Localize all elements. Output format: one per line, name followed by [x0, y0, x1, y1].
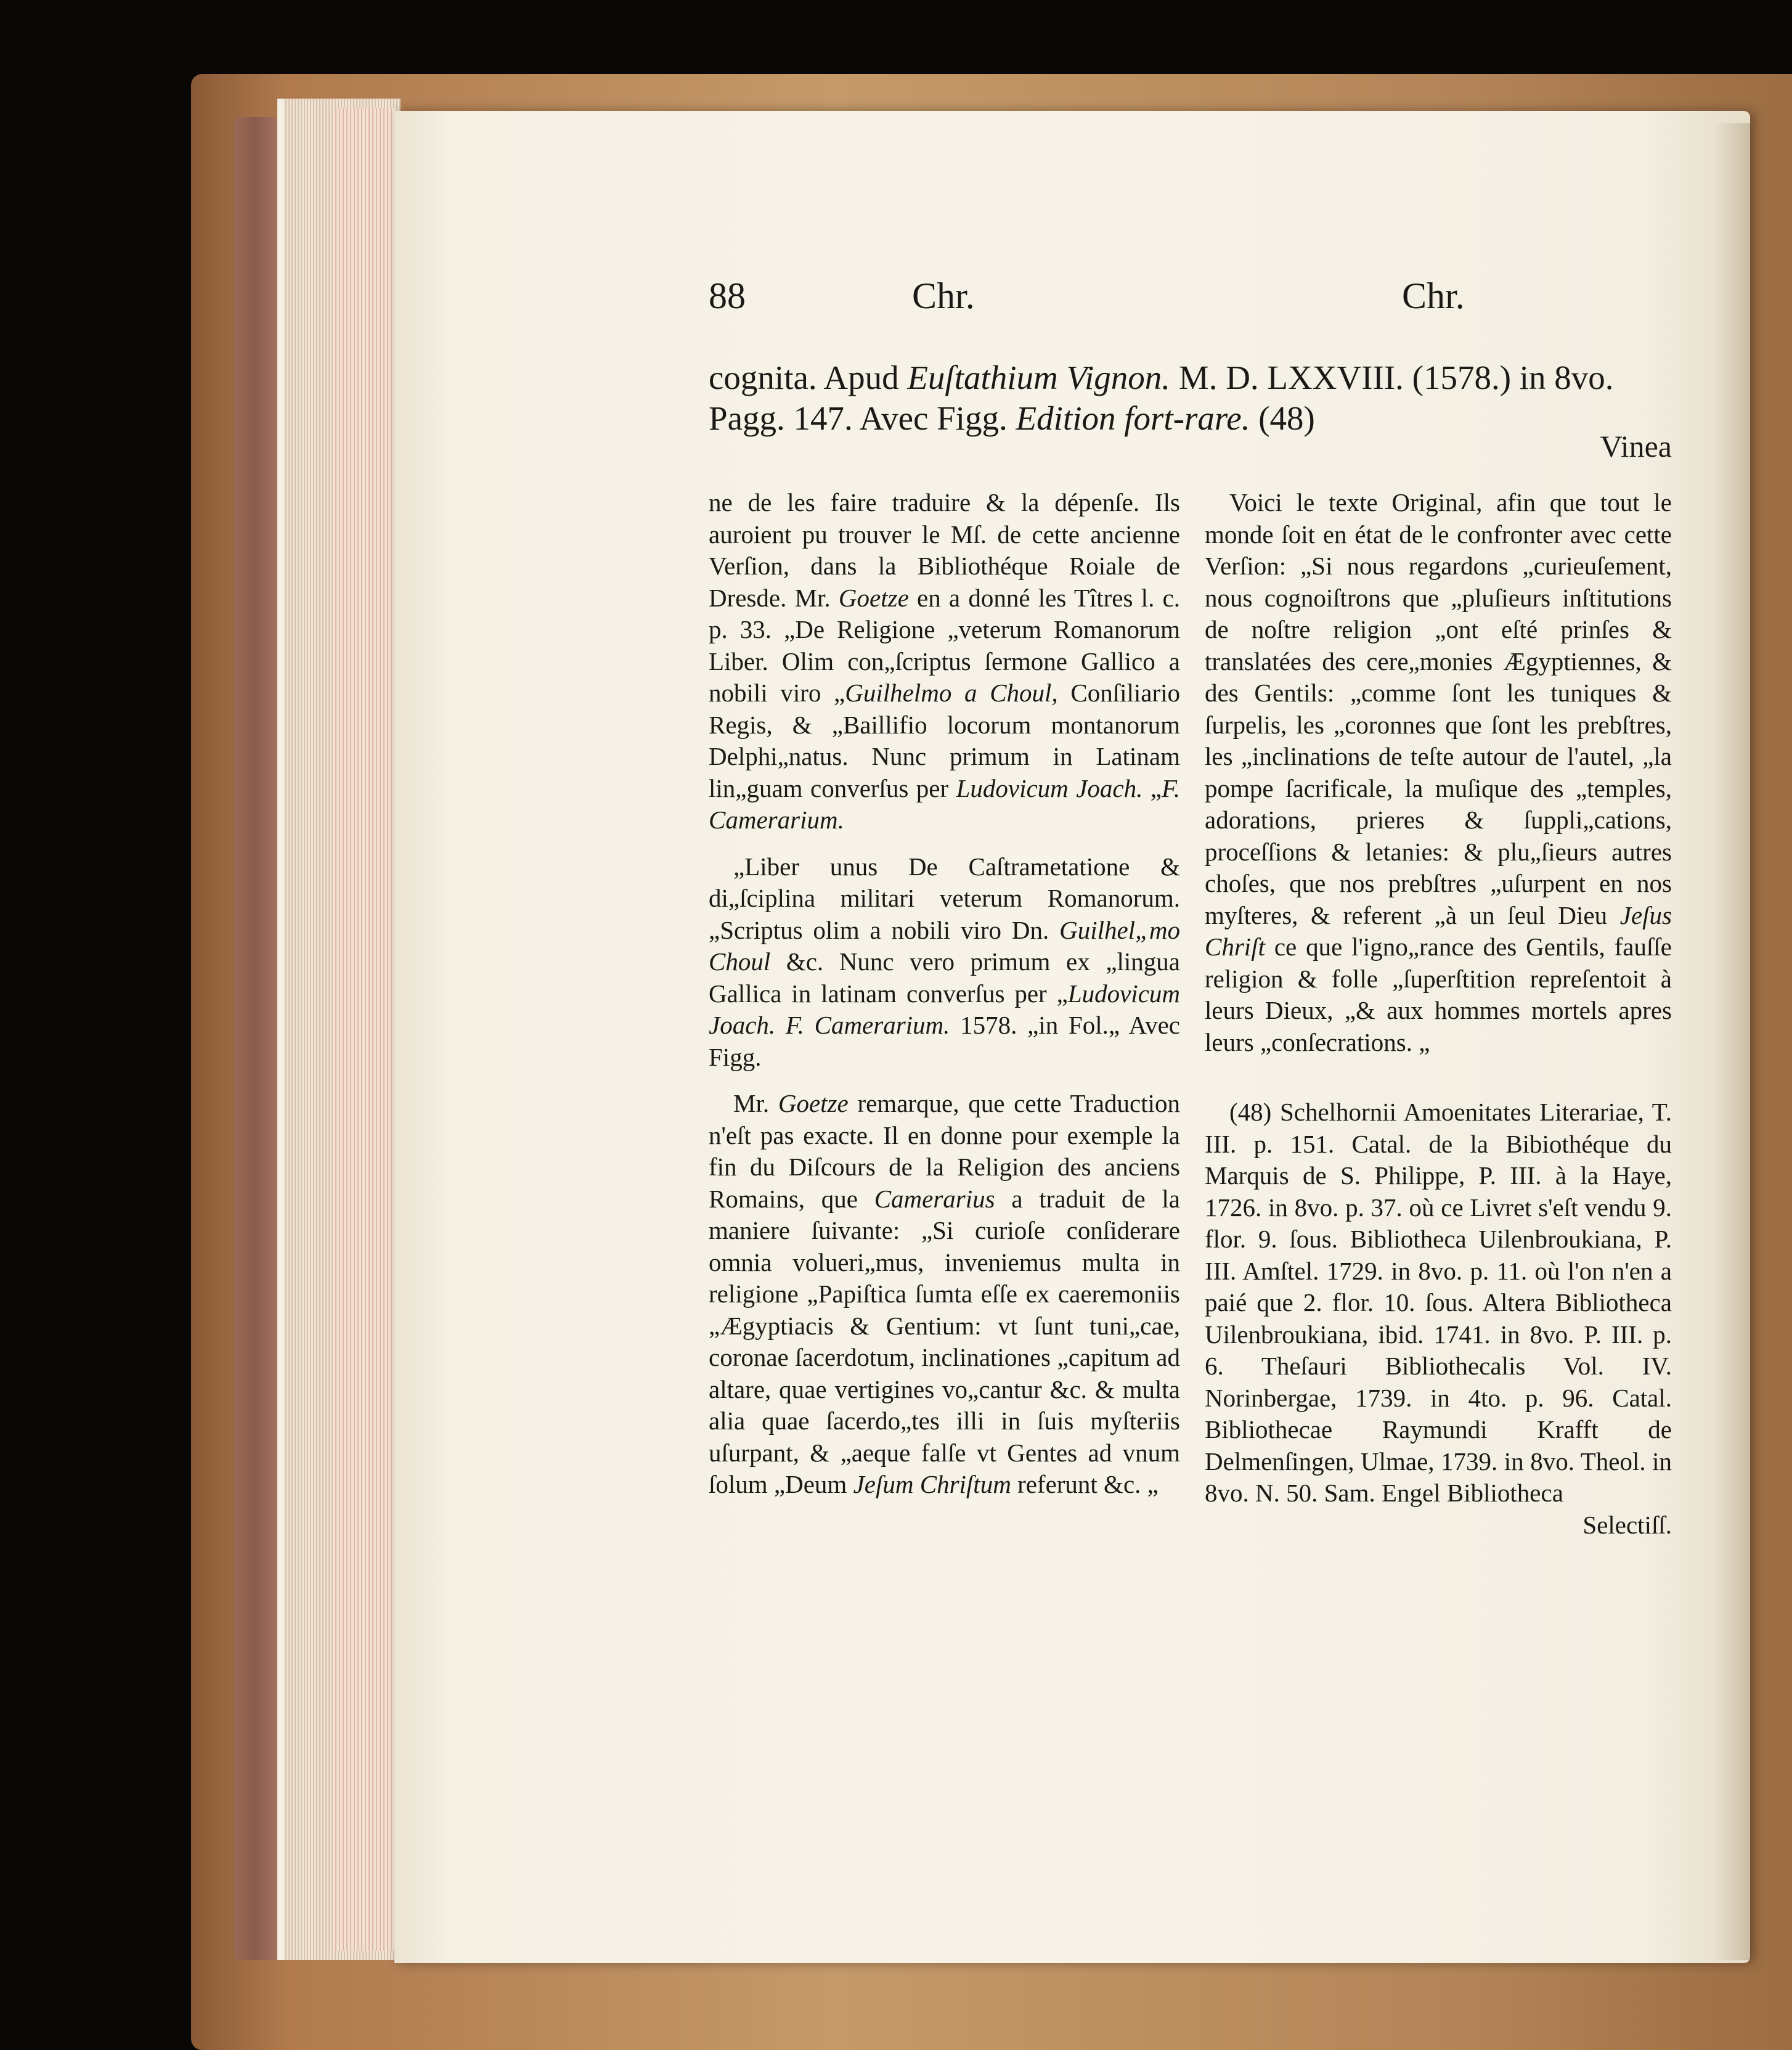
- italic-run: F. Camerarium.: [709, 774, 1180, 834]
- page-edges-inner: [333, 108, 394, 1951]
- running-head-right: Chr.: [1402, 276, 1465, 316]
- text-run: &c. Nunc vero primum ex „lingua Gallica in latinam converſus per „: [709, 947, 1180, 1008]
- text-run: „: [1142, 774, 1162, 802]
- italic-span: Edition fort-rare.: [1016, 399, 1250, 437]
- italic-run: Goetze: [838, 583, 909, 612]
- text-run: Voici le texte Original, afin que tout le monde ſoit en état de le confronter avec cette Verſion: „Si nous regardons „curieuſement, nous cognoiſtrons que „pluſieurs inſtitutions de noſtre religion „ont eſté prinſes & translatées des cere„monies Ægyptiennes, & des Gentils: „comme ſont les tuniques & ſurpelis, les „coronnes que ſont les prebſtres, les „inclinations de teſte autour de l'autel, „la pompe ſacrificale, la muſique des „temples, adorations, prieres & ſuppli„cations, proceſſions & letanies: & plu„ſieurs autres choſes, que nos prebſtres „uſurpent en nos myſteres, & referent „à un ſeul Dieu: [1205, 488, 1672, 929]
- footnote-48: [1205, 1096, 1672, 1509]
- italic-run: Ludovicum Joach. F. Camerarium.: [709, 979, 1180, 1039]
- left-paragraph-2: [709, 851, 1180, 1074]
- italic-run: Goetze: [778, 1089, 849, 1117]
- italic-run: Camerarius: [874, 1184, 995, 1213]
- text-span: M. D. LXXVIII. (1578.) in 8vo.: [1170, 359, 1614, 396]
- catchword-top: Vinea: [1600, 429, 1672, 463]
- left-paragraph-1: [709, 487, 1180, 836]
- text-run: en a donné les Tîtres l. c. p. 33. „De Religione „veterum Romanorum Liber. Olim con„ſcriptus ſermone Gallico a nobili viro „: [709, 583, 1180, 707]
- running-head-left: Chr.: [912, 276, 975, 316]
- page-number: 88: [709, 276, 746, 316]
- italic-run: Jeſus Chriſt: [1205, 900, 1672, 961]
- text-run: ne de les faire traduire & la dépenſe. Ils auroient pu trouver le Mſ. de cette ancienne Verſion, dans la Bibliothéque Roiale de Dresde. Mr.: [709, 488, 1180, 612]
- left-paragraph-3: [709, 1088, 1180, 1501]
- text-run: ce que l'igno„rance des Gentils, fauſſe religion & folle „ſuperſtition repreſentoit à leurs Dieux, „& aux hommes mortels apres leurs „conſecrations. „: [1205, 933, 1672, 1056]
- text-run: a traduit de la maniere ſuivante: „Si curioſe conſiderare omnia volueri„mus, inveniemus multa in religione „Papiſtica ſumta eſſe ex caeremoniis „Ægyptiacis & Gentium: vt ſunt tuni„cae, coronae ſacerdotum, inclinationes „capitum ad altare, quae vertigines vo„cantur &c. & multa alia quae ſacerdo„tes illi in ſuis myſteriis uſurpant, & „aeque falſe vt Gentes ad vnum ſolum „Deum: [709, 1184, 1181, 1498]
- text-run: 1578. „in Fol.„ Avec Figg.: [709, 1011, 1180, 1071]
- text-run: Conſiliario Regis, & „Baillifio locorum montanorum Delphi„natus. Nunc primum in Latinam lin„guam converſus per: [709, 679, 1181, 802]
- italic-run: Guilhelmo a Choul,: [845, 679, 1058, 707]
- catchword-bottom: Selectiſſ.: [1582, 1510, 1672, 1539]
- text-run: „Liber unus De Caſtrametatione & di„ſciplina militari veterum Romanorum. „Scriptus olim a nobili viro Dn.: [709, 852, 1180, 944]
- italic-run: Guilhel„mo Choul: [709, 915, 1180, 976]
- italic-run: Jeſum Chriſtum: [853, 1470, 1011, 1498]
- italic-run: Ludovicum Joach.: [956, 774, 1143, 802]
- text-run: referunt &c. „: [1011, 1470, 1159, 1498]
- text-span: Pagg. 147. Avec Figg.: [709, 399, 1016, 437]
- left-column: [709, 487, 1180, 1501]
- text-span: cognita. Apud: [709, 359, 908, 396]
- book-spine-band: [234, 117, 277, 1960]
- right-column: [1205, 487, 1672, 1541]
- text-span: (48): [1250, 399, 1315, 437]
- italic-span: Euſtathium Vignon.: [907, 359, 1171, 396]
- right-paragraph-1: [1205, 487, 1672, 1058]
- page-gutter-shadow: [1713, 123, 1750, 1960]
- text-run: (48) Schelhornii Amoenitates Literariae, T. III. p. 151. Catal. de la Bibiothéque du Marquis de S. Philippe, P. III. à la Haye, 1726. in 8vo. p. 37. où ce Livret s'eſt vendu 9. flor. 9. ſous. Bibliotheca Uilenbroukiana, P. III. Amſtel. 1729. in 8vo. p. 11. où l'on n'en a paié que 2. flor. 10. ſous. Altera Bibliotheca Uilenbroukiana, ibid. 1741. in 8vo. P. III. p. 6. Theſauri Bibliothecalis Vol. IV. Norinbergae, 1739. in 4to. p. 96. Catal. Bibliothecae Raymundi Krafft de Delmenſingen, Ulmae, 1739. in 8vo. Theol. in 8vo. N. 50. Sam. Engel Bibliotheca: [1205, 1098, 1672, 1507]
- text-run: Mr.: [733, 1089, 778, 1117]
- text-run: remarque, que cette Traduction n'eſt pas exacte. Il en donne pour exemple la fin du Diſcours de la Religion des anciens Romains, que: [709, 1089, 1180, 1213]
- title-continuation-line-2: [709, 398, 1673, 439]
- title-continuation-line-1: [709, 357, 1673, 398]
